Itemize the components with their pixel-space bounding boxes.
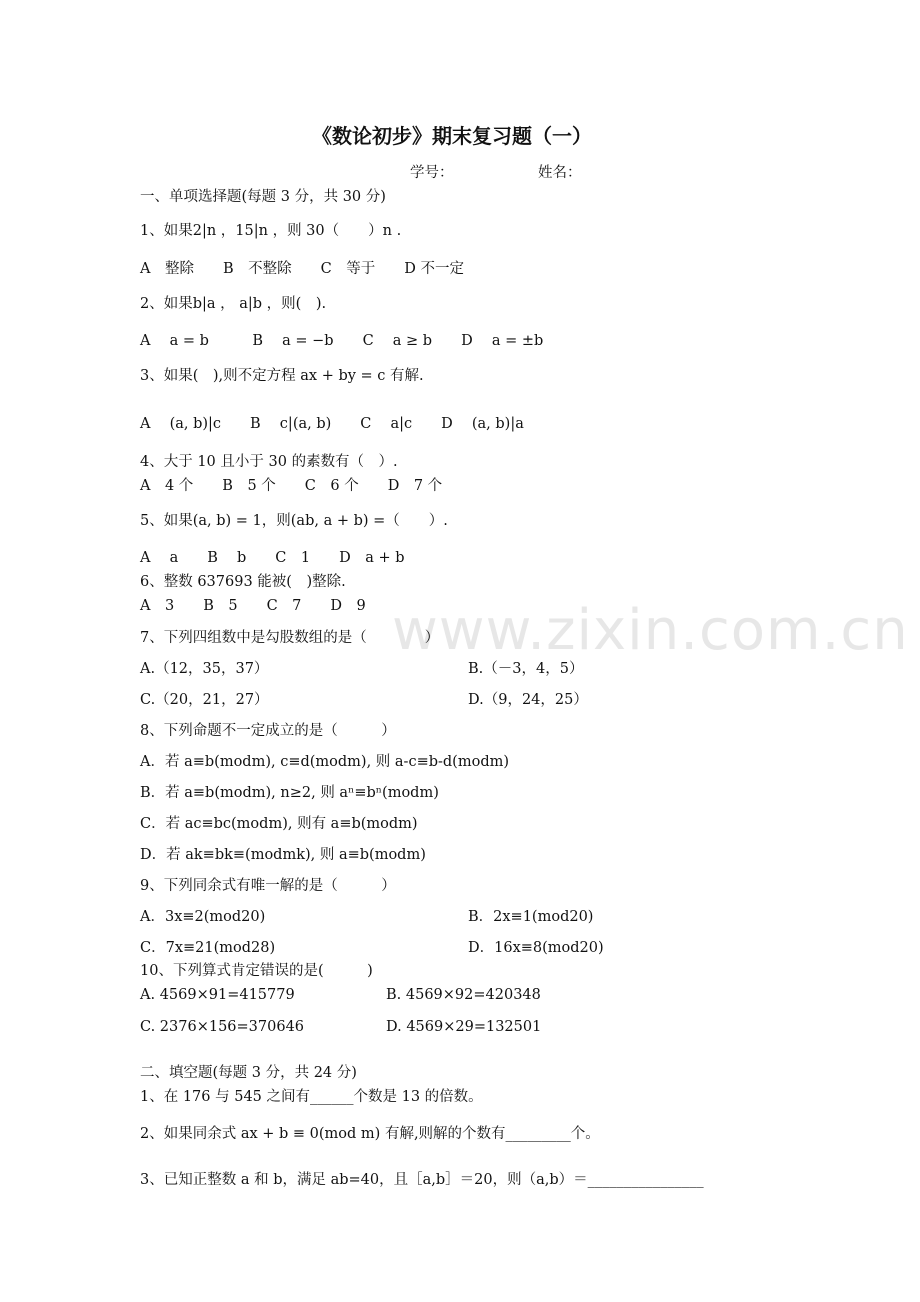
q4-options: A 4 个 B 5 个 C 6 个 D 7 个: [140, 478, 443, 494]
q7-option-c: C.（20，21，27）: [140, 692, 269, 708]
q7-option-d: D.（9，24，25）: [468, 692, 588, 708]
q9-option-d: D．16x≡8(mod20): [468, 940, 604, 956]
fill-q1: 1、在 176 与 545 之间有______个数是 13 的倍数。: [140, 1089, 483, 1105]
fill-q2: 2、如果同余式 ax + b ≡ 0(mod m) 有解,则解的个数有_________个。: [140, 1126, 600, 1142]
q2-stem: 2、如果b|a ， a|b ，则( ).: [140, 296, 327, 312]
q9-option-c: C．7x≡21(mod28): [140, 940, 276, 956]
q1-options: A 整除 B 不整除 C 等于 D 不一定: [140, 261, 464, 277]
q7-option-b: B.（－3，4，5）: [468, 661, 584, 677]
q6-options: A 3 B 5 C 7 D 9: [140, 598, 366, 614]
q10-option-a: A. 4569×91=415779: [140, 987, 295, 1003]
q3-stem: 3、如果( ),则不定方程 ax + by = c 有解.: [140, 368, 424, 384]
q5-options: A a B b C 1 D a + b: [140, 550, 405, 566]
q8-stem: 8、下列命题不一定成立的是（ ）: [140, 723, 396, 739]
q10-option-c: C. 2376×156=370646: [140, 1019, 305, 1035]
q4-stem: 4、大于 10 且小于 30 的素数有（ ）.: [140, 454, 398, 470]
q10-stem: 10、下列算式肯定错误的是( ): [140, 963, 373, 979]
q9-stem: 9、下列同余式有唯一解的是（ ）: [140, 878, 396, 894]
student-id-label: 学号：: [410, 165, 454, 181]
q7-stem: 7、下列四组数中是勾股数组的是（ ）: [140, 630, 440, 646]
q8-option-c: C．若 ac≡bc(modm), 则有 a≡b(modm): [140, 816, 418, 832]
q1-stem: 1、如果2|n ，15|n ，则 30（ ）n .: [140, 223, 402, 239]
q2-options: A a = b B a = −b C a ≥ b D a = ±b: [140, 333, 544, 349]
section1-heading: 一、单项选择题(每题 3 分，共 30 分): [140, 189, 386, 205]
q10-option-d: D. 4569×29=132501: [386, 1019, 542, 1035]
q7-option-a: A.（12，35，37）: [140, 661, 269, 677]
q9-option-a: A．3x≡2(mod20): [140, 909, 266, 925]
q5-stem: 5、如果(a, b) = 1，则(ab, a + b) =（ ）.: [140, 513, 448, 529]
q10-option-b: B. 4569×92=420348: [386, 987, 541, 1003]
q9-option-b: B．2x≡1(mod20): [468, 909, 594, 925]
q6-stem: 6、整数 637693 能被( )整除.: [140, 574, 346, 590]
q8-option-b: B．若 a≡b(modm), n≥2, 则 aⁿ≡bⁿ(modm): [140, 785, 439, 801]
page-title: 《数论初步》期末复习题（一）: [312, 124, 592, 148]
student-name-label: 姓名：: [538, 165, 582, 181]
fill-q3: 3、已知正整数 a 和 b，满足 ab=40，且［a,b］＝20，则（a,b）＝________________: [140, 1172, 704, 1188]
q3-options: A (a, b)|c B c|(a, b) C a|c D (a, b)|a: [140, 416, 524, 432]
q8-option-d: D．若 ak≡bk≡(modmk), 则 a≡b(modm): [140, 847, 426, 863]
section2-heading: 二、填空题(每题 3 分，共 24 分): [140, 1065, 357, 1081]
q8-option-a: A．若 a≡b(modm), c≡d(modm), 则 a-c≡b-d(modm): [140, 754, 510, 770]
watermark-text: www.zixin.com.cn: [392, 598, 909, 663]
